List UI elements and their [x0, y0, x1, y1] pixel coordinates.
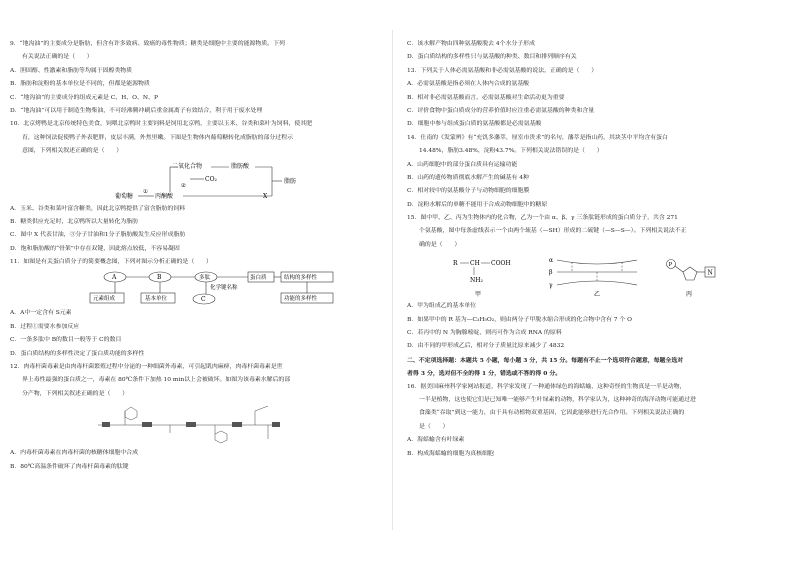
option-b: B．相对非必需氨基酸而言，必需氨基酸对生命活动更为重要 [407, 94, 565, 101]
option-a: A．甲为组成乙的基本单位 [407, 303, 477, 310]
left-column [10, 38, 385, 474]
node-polypeptide: 多肽 [199, 275, 211, 282]
option-c: C．该水解产物由四种氨基酸脱去 4个水分子形成 [407, 41, 535, 47]
option-a: A．山药细胞中的部分蛋白质具有运输功能 [407, 161, 518, 168]
label-fat: 脂肪 [284, 177, 297, 185]
node-b: B [157, 274, 162, 282]
question-stem: 食藻类“吞取”到这一能力，由于具有动植物双重基因，它因此能够进行光合作用。下列相关说法正确的 [419, 410, 685, 417]
label-fatty-acid: 脂肪酸 [231, 162, 250, 170]
question-stem: 9．“地沟油”的主要成分是脂肪，但含有许多致病、致癌的毒性物质；糖类是细胞中主要的能源物质。下列 [10, 41, 285, 47]
jia-r: R [453, 260, 458, 268]
option-c: C．相对较中的氨基酸分子与动物细胞的细胞膜 [407, 188, 530, 195]
question-stem: 12．肉毒杆菌毒素是由肉毒杆菌繁殖过程中分泌的一种细菌外毒素，可引起肌肉麻痹，肉毒杆菌毒素是世 [10, 364, 283, 371]
option-d: D．细胞中参与组成蛋白质的氨基酸都是必需氨基酸 [407, 121, 542, 128]
question-stem: 意图，下列相关叙述正确的是（ ） [22, 148, 123, 155]
peptide-chain-image [10, 401, 385, 447]
question-10 [10, 118, 385, 256]
node-chemical-bond: 化学键名称 [210, 285, 238, 292]
option-a: A．必需氨基酸是指必须在人体内合成的氨基酸 [407, 81, 530, 88]
question-stem: 是（ ） [419, 423, 449, 430]
label-yi: 乙 [594, 291, 601, 299]
question-stem: 13．下列关于人体必需氨基酸和非必需氨基酸的说法，正确的是（ ） [407, 67, 598, 74]
jia-nh2: NH₂ [470, 277, 483, 285]
question-stem: 11．如图是有关蛋白质分子的简要概念图，下列对图示分析正确的是（ ） [10, 259, 212, 266]
compound-figure [407, 252, 782, 300]
label-intermediate: 二氧化合物 [172, 162, 203, 170]
question-stem: 一半是植物，这也使它们是已知唯一能够产生叶绿素的动物，科学家认为，这种神奇的海洋动物可能通过进 [419, 396, 696, 403]
question-stem: 育，这种饲法促使鸭子外表肥胖，皮层丰满，外焦里嫩。下图是生物体内葡萄糖转化成脂肪的部分过程示 [22, 134, 293, 141]
node-element-composition: 元素组成 [93, 296, 116, 303]
question-12-continued [407, 38, 782, 65]
option-b: B．脂肪和淀粉的基本单位是不同的，但都是能源物质 [10, 81, 150, 88]
chain-beta: β [549, 269, 553, 277]
question-stem: 14.48%，脂肪3.48%，淀粉43.7%。下列相关说法错误的是（ ） [419, 148, 603, 155]
label-x: X [263, 192, 268, 200]
option-a: A．内毒杆菌毒素在肉毒杆菌的核糖体细胞中合成 [10, 450, 138, 457]
question-11 [10, 256, 385, 361]
jia-yi-bing-figure [407, 252, 782, 300]
peptide-structure-figure [10, 401, 385, 447]
option-b: B．山药的遗传物质彻底水解产生的碱基有 4种 [407, 174, 529, 181]
option-d: D．饱和脂肪酸的“骨架”中存在双键，因此熔点较低，不容易凝固 [10, 245, 180, 252]
option-c: C．若丙中的 N 为胸腺嘧啶，则丙可作为合成 RNA 的原料 [407, 330, 562, 337]
option-b: B．过程①需要水参加反应 [10, 323, 80, 330]
question-13 [407, 65, 782, 132]
question-14 [407, 132, 782, 212]
option-a: A．胆固醇、性激素和脂肪等均属于固醇类物质 [10, 67, 133, 74]
base-n: N [707, 269, 713, 277]
option-a: A．海蛞蝓含有叶绿素 [407, 437, 465, 444]
question-9 [10, 38, 385, 118]
node-c: C [201, 296, 206, 304]
section-heading: 二、不定项选择题：本题共 5 小题，每小题 3 分，共 15 分。每题有不止一个选项符合题意，每题全选对 [407, 356, 684, 364]
label-jia: 甲 [475, 291, 482, 299]
question-15 [407, 212, 782, 354]
section-2-heading [407, 354, 782, 381]
question-stem: 16．据美国麻州科学家网站报道，科学家发现了一种通体绿色的海蛞蝓，这种奇怪的生物真是一半是动物， [407, 383, 686, 390]
chain-gamma: γ [549, 282, 553, 290]
label-co2: CO₂ [205, 175, 217, 183]
node-basic-unit: 基本单位 [145, 296, 168, 303]
section-heading: 者得 3 分，选对但不全的得 1 分，错选或不答的得 0 分。 [407, 370, 562, 378]
phosphate-p: P [668, 262, 673, 269]
option-d: D．淀粉水解后的单糖不能用于合成动物细胞中的糖原 [407, 201, 548, 208]
label-pyruvate: 丙酮酸 [155, 192, 174, 200]
question-stem: 有关说法正确的是（ ） [22, 54, 93, 61]
question-stem: 10．北京烤鸭是北京传统特色美食，饲喂北京鸭时主要饲料是饲用北京鸭，主要以玉米、谷类和菜叶为饲料，使其肥 [10, 121, 313, 128]
option-d: D．“地沟油”可以用于制造生物柴油，不可经沸腾冲刷后重金属离子有效结合，利于用于废水处理 [10, 107, 263, 114]
option-c: C．“地沟油”的主要成分的组成元素是 C、H、O、N、P [10, 94, 158, 101]
question-stem: 15．图中甲、乙、丙为生物体内的化合物，乙为一个由 α、β、γ 三条肽链形成的蛋白质分子，共含 271 [407, 215, 678, 222]
option-d: D．蛋白质结构的多样性决定了蛋白质功能的多样性 [10, 350, 145, 357]
jia-ch: CH [470, 260, 480, 268]
glucose-to-fat-diagram [10, 159, 385, 203]
concept-map-figure [10, 269, 385, 307]
option-b: B．构成海蛞蝓的细胞为真核细胞 [407, 450, 494, 457]
option-b: B．80℃高温条件破坏了肉毒杆菌毒素的肽键 [10, 463, 129, 470]
option-b: B．如果甲中的 R 基为—C₃H₅O₂，则由两分子甲脱水缩合形成的化合物中含有 7 个 O [407, 316, 632, 323]
option-c: C．图中 X 代表甘油，③分子甘油和1分子脂肪酸发生反应形成脂肪 [10, 232, 186, 239]
option-a: A．玉米、谷类和菜叶富含糖类，因此北京鸭提供了富含脂肪的饲料 [10, 205, 186, 212]
node-function-diversity: 功能的多样性 [284, 296, 318, 303]
right-column [407, 38, 782, 461]
question-stem: 分产物，下列相关叙述正确的是（ ） [22, 390, 129, 397]
question-stem: 14．仕南的《发蒙辨》有“充饥多藩萃，厘室市贵求”的名句，藩萃是指山药，其块茎中平均含有蛋白 [407, 134, 668, 141]
label-bing: 丙 [686, 291, 693, 299]
question-12 [10, 361, 385, 474]
question-stem: 确的是（ ） [419, 241, 461, 248]
question-16 [407, 381, 782, 461]
option-b: B．糖类供应充足时，北京鸭所以大量转化为脂肪 [10, 218, 139, 225]
column-divider [392, 30, 393, 530]
node-structure-diversity: 结构的多样性 [284, 275, 318, 282]
node-protein: 蛋白质 [250, 275, 267, 282]
chain-alpha: α [549, 257, 554, 265]
label-glucose: 葡萄糖 [115, 192, 134, 200]
label-step-2: ② [181, 182, 186, 189]
option-d: D．由不同的甲形成乙后，相对分子质量比原来减少了 4832 [407, 343, 565, 350]
question-stem: 界上毒性最强的蛋白质之一，毒素在 80℃条件下加热 10 min以上会被破坏。如图为该毒素水解后的部 [22, 377, 291, 384]
option-d: D．蛋白质结构的多样性只与氨基酸的种类、数目和排列顺序有关 [407, 54, 577, 61]
option-c: C．评价食物中蛋白质成分的营养价值时应注重必需氨基酸的种类和含量 [407, 107, 595, 114]
label-step-1: ① [143, 188, 148, 195]
question-stem: 个氨基酸，图中每条虚线表示一个由两个巯基（—SH）形成的二硫键（—S—S—）。下列相关说法不正 [419, 228, 687, 235]
option-a: A．A中一定含有 S元素 [10, 310, 72, 317]
option-c: C．一条多肽中 B的数目一般等于 C的数目 [10, 337, 122, 344]
protein-concept-map [10, 269, 385, 307]
node-a: A [112, 274, 117, 282]
jia-cooh: COOH [491, 260, 511, 268]
metabolic-pathway-figure [10, 159, 385, 203]
